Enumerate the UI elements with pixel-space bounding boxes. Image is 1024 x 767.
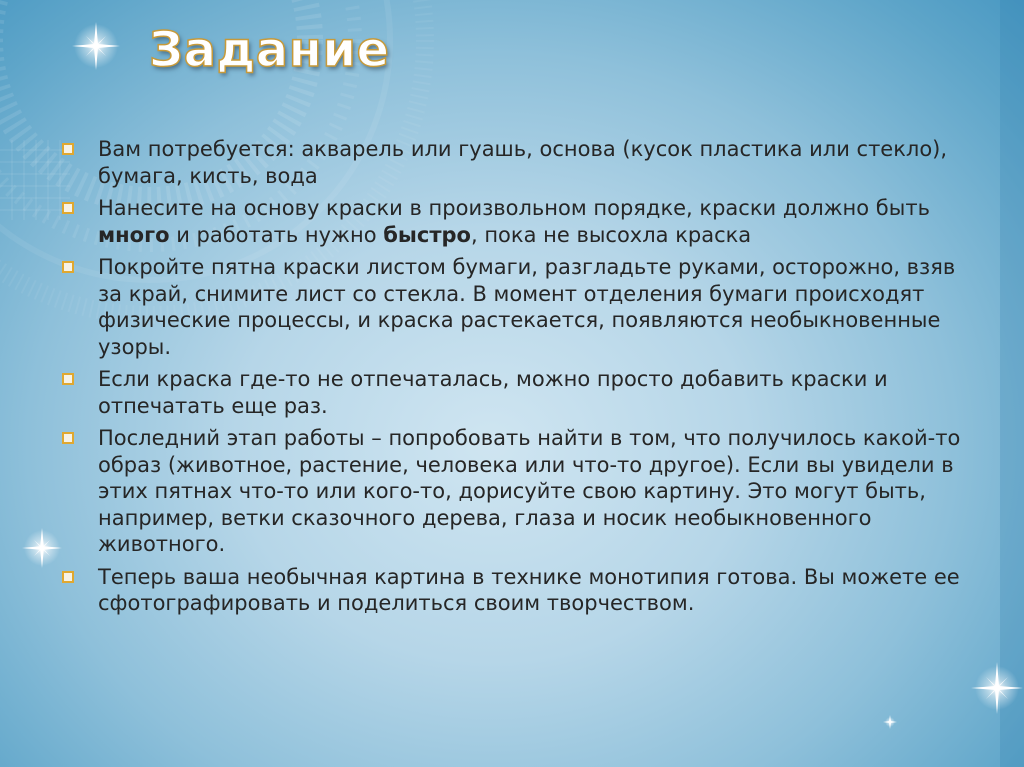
emphasis-text: много bbox=[98, 222, 170, 247]
emphasis-text: быстро bbox=[383, 222, 471, 247]
slide-title: Задание bbox=[149, 22, 390, 78]
bullet-text: и работать нужно bbox=[169, 222, 384, 247]
sparkle-icon bbox=[971, 662, 1023, 714]
list-item bbox=[62, 564, 962, 617]
list-item bbox=[62, 254, 962, 360]
bullet-text: Если краска где-то не отпечаталась, можно просто добавить краски и отпечатать еще раз. bbox=[98, 367, 888, 418]
list-item bbox=[62, 366, 962, 419]
grid-pattern bbox=[0, 140, 70, 220]
bullet-text: , пока не высохла краска bbox=[470, 222, 752, 247]
bullet-text: Покройте пятна краски листом бумаги, разгладьте руками, осторожно, взяв за край, снимите лист со стекла. В момент отделения бумаги происходят физические процессы, и краска растекается, появляются необыкновенные узоры. bbox=[98, 255, 956, 359]
edge-band bbox=[1000, 0, 1024, 767]
bullet-list bbox=[62, 136, 962, 623]
bullet-text: Последний этап работы – попробовать найти в том, что получилось какой-то образ (животное, растение, человека или что-то другое). Если вы увидели в этих пятнах что-то или кого-то, дорисуйте свою картину. Это могут быть, например, ветки сказочного дерева, глаза и носик необыкновенного животного. bbox=[98, 426, 961, 556]
sparkle-icon bbox=[72, 22, 120, 70]
list-item bbox=[62, 425, 962, 558]
list-item bbox=[62, 136, 962, 189]
bullet-text: Вам потребуется: акварель или гуашь, основа (кусок пластика или стекло), бумага, кисть, вода bbox=[98, 137, 948, 188]
bullet-marker-icon bbox=[62, 571, 74, 583]
bullet-marker-icon bbox=[62, 373, 74, 385]
sparkle-icon bbox=[22, 528, 62, 568]
sparkle-icon bbox=[883, 715, 897, 729]
bullet-text: Теперь ваша необычная картина в технике монотипия готова. Вы можете ее сфотографировать и поделиться своим творчеством. bbox=[98, 564, 960, 615]
bullet-marker-icon bbox=[62, 143, 74, 155]
bullet-marker-icon bbox=[62, 261, 74, 273]
bullet-marker-icon bbox=[62, 432, 74, 444]
list-item bbox=[62, 195, 962, 248]
bullet-text: Нанесите на основу краски в произвольном порядке, краски должно быть bbox=[98, 196, 930, 220]
bullet-marker-icon bbox=[62, 202, 74, 214]
